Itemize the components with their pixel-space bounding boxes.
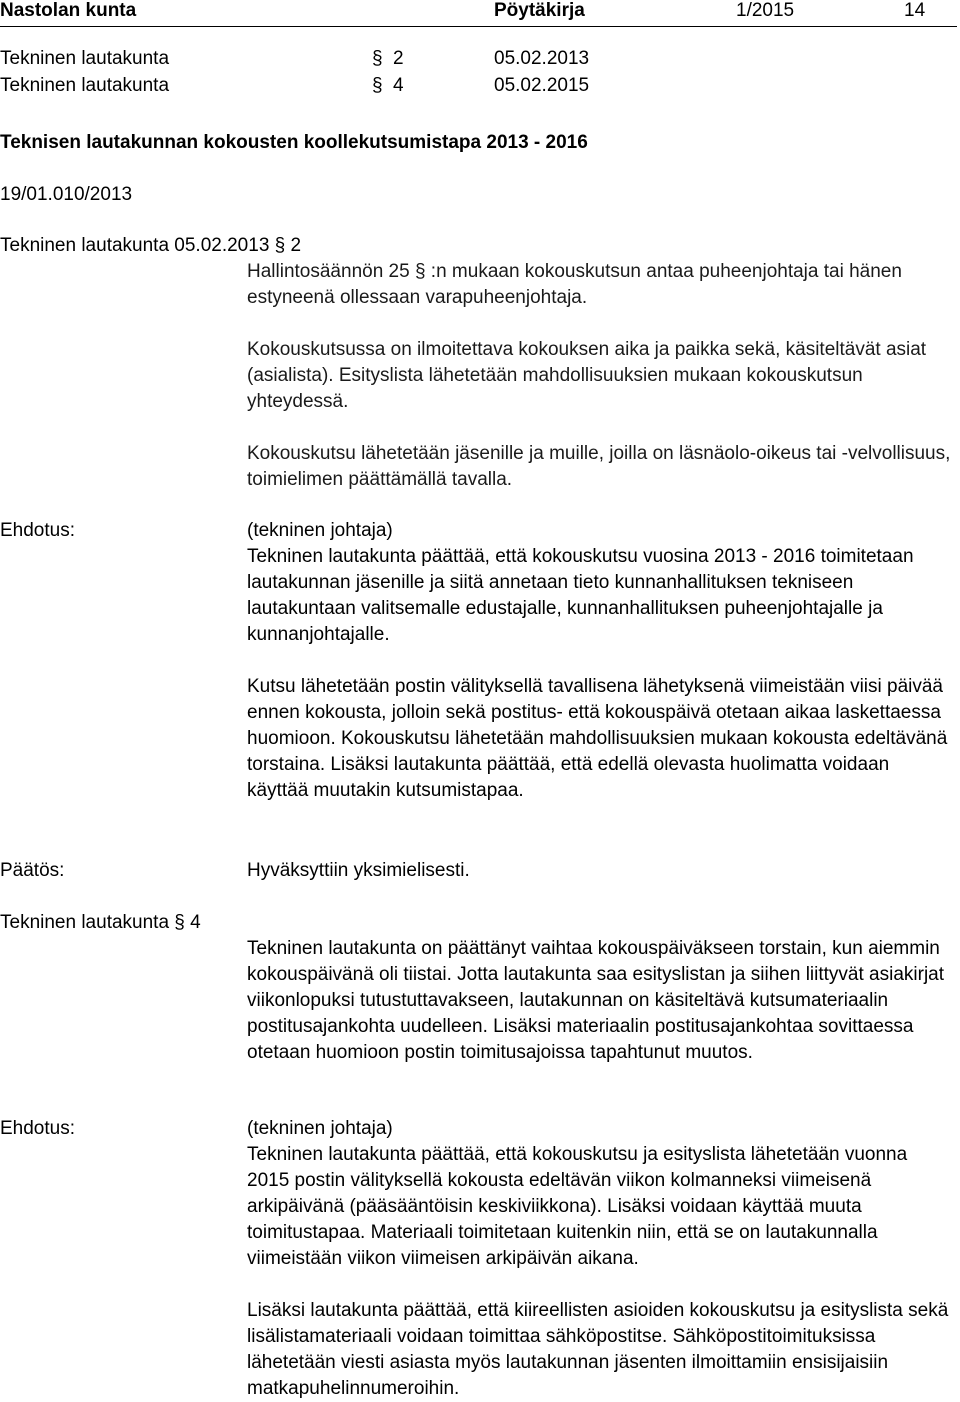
paragraph: Kokouskutsussa on ilmoitettava kokouksen aika ja paikka sekä, käsiteltävät asiat (asialista). Esityslista lähetetään mahdollisuuksien mukaan kokouskutsun yhteydessä. [247,339,927,412]
page-number: 14 [904,0,926,21]
proposal-author: (tekninen johtaja) [247,520,393,541]
section-mark: § [174,912,185,933]
paragraph: Tekninen lautakunta on päättänyt vaihtaa kokouspäiväkseen torstain, kun aiemmin kokouspäivänä oli tiistai. Jotta lautakunta saa esityslistan ja siihen liittyvät asiakirjat viikonlopuksi tutustuttavakseen, lautakunnan on käsiteltävä kutsumateriaalin postitusajankohta uudelleen. Lisäksi materiaalin postitusajankohtaa sovittaessa otetaan huomioon postin toimitusajoissa tapahtunut muutos. [247,938,945,1063]
proposal-body [247,518,953,804]
reference-date: 05.02.2015 [494,75,590,96]
meeting-heading-text: Tekninen lautakunta 05.02.2013 [0,235,270,256]
meeting-body [247,259,953,493]
section-number: 2 [290,235,302,256]
section-number: 4 [190,912,201,933]
paragraph: Hallintosäännön 25 § :n mukaan kokouskutsun antaa puheenjohtaja tai hänen estyneenä ollessaan varapuheenjohtaja. [247,261,902,308]
paragraph: Kutsu lähetetään postin välityksellä tavallisena lähetyksenä viimeistään viisi päivää ennen kokousta, jolloin sekä postitus- että kokouspäivä otetaan aikaa laskettaessa huomioon. Kokouskutsu lähetetään mahdollisuuksien mukaan kokousta edeltävänä torstaina. Lisäksi lautakunta päättää, että edellä olevasta huolimatta voidaan käyttää muutakin kutsumistapaa. [247,676,948,801]
section-mark: § [372,75,383,96]
meeting-heading-text: Tekninen lautakunta [0,912,170,933]
reference-body: Tekninen lautakunta [0,75,170,96]
paragraph: Tekninen lautakunta päättää, että kokouskutsu vuosina 2013 - 2016 toimitetaan lautakunnan jäsenille ja siitä annetaan tieto kunnanhallituksen tekniseen lautakuntaan valitsemalle edustajalle, kunnanhallituksen puheenjohtajalle ja kunnanjohtajalle. [247,546,914,645]
record-id: 19/01.010/2013 [0,184,133,205]
proposal-label: Ehdotus: [0,520,75,541]
reference-number: 4 [393,75,404,96]
meeting-body [247,936,953,1066]
reference-number: 2 [393,48,404,69]
section-mark: § [274,235,286,256]
paragraph: Lisäksi lautakunta päättää, että kiireellisten asioiden kokouskutsu ja esityslista sekä lisälistamateriaali voidaan toimittaa sähköpostitse. Sähköpostitoimituksissa lähetetään viesti asiasta myös lautakunnan jäsenten ilmoittamiin ensisijaisiin matkapuhelinnumeroihin. [247,1300,949,1399]
proposal-body [247,1116,953,1402]
document-title: Teknisen lautakunnan kokousten koollekutsumistapa 2013 - 2016 [0,132,588,153]
section-mark: § [372,48,383,69]
paragraph: Kokouskutsu lähetetään jäsenille ja muille, joilla on läsnäolo-oikeus tai -velvollisuus, toimielimen päättämällä tavalla. [247,443,951,490]
municipality-name: Nastolan kunta [0,0,137,21]
reference-date: 05.02.2013 [494,48,590,69]
proposal-label: Ehdotus: [0,1118,75,1139]
decision-text: Hyväksyttiin yksimielisesti. [247,860,470,881]
reference-body: Tekninen lautakunta [0,48,170,69]
document-type: Pöytäkirja [494,0,585,21]
paragraph: Tekninen lautakunta päättää, että kokouskutsu ja esityslista lähetetään vuonna 2015 postin välityksellä kokousta edeltävän viikon kolmanneksi viimeisenä arkipäivänä (pääsääntöisin keskiviikkona). Lisäksi voidaan käyttää muuta toimitustapaa. Materiaali toimitetaan kuitenkin niin, että se on lautakunnalla viimeistään viikon viimeisen arkipäivän aikana. [247,1144,908,1269]
meeting-heading [0,233,301,259]
decision-label: Päätös: [0,860,65,881]
document-number: 1/2015 [736,0,795,21]
meeting-heading [0,910,201,936]
proposal-author: (tekninen johtaja) [247,1118,393,1139]
header-divider [0,26,957,27]
